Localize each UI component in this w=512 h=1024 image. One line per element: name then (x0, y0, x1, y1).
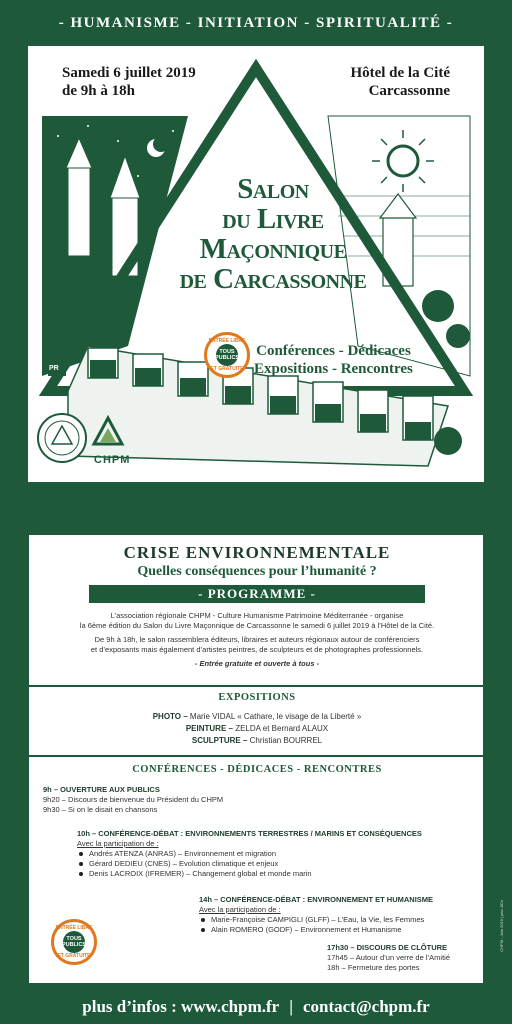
title-line-4: de Carcassonne (179, 263, 367, 295)
conference-1-title: 10h – CONFÉRENCE-DÉBAT : ENVIRONNEMENTS TERRESTRES / MARINS ET CONSÉQUENCES (77, 829, 422, 838)
free-entry-note: - Entrée gratuite et ouverte à tous - (194, 659, 320, 668)
print-credit: CHPM - Juin 2019 | pao JlCo (499, 900, 504, 952)
conference-2-with: Avec la participation de : (199, 905, 281, 914)
email-link[interactable]: contact@chpm.fr (302, 997, 430, 1016)
intro-p1b: la 6ème édition du Salon du Livre Maçonnique de Carcassonne le samedi 6 juillet 2019 à l’Hôtel de la Cité. (79, 621, 435, 630)
conference-2-title: 14h – CONFÉRENCE-DÉBAT : ENVIRONNEMENT ET HUMANISME (199, 895, 434, 904)
conferences-heading: CONFÉRENCES - DÉDICACES - RENCONTRES (132, 764, 382, 775)
intro-p2a: De 9h à 18h, le salon rassemblera éditeurs, libraires et auteurs régionaux autour de conférenciers (94, 635, 420, 644)
expo-peinture-label: PEINTURE – (185, 724, 233, 733)
activities-line-1: Conférences - Dédicaces (256, 343, 411, 359)
expositions-heading: EXPOSITIONS (218, 692, 296, 703)
divider (29, 755, 485, 757)
date-text: Samedi 6 juillet 2019 (62, 65, 196, 81)
badge-bottom-text: ET GRATUITE (210, 366, 244, 372)
badge-center-text: TOUS PUBLICS (63, 931, 85, 953)
conference-1-speaker: Gérard DEDIEU (CNES) – Evolution climatique et enjeux (77, 859, 477, 869)
conference-1-speaker: Denis LACROIX (IFREMER) – Changement global et monde marin (77, 869, 477, 879)
free-entry-badge (51, 919, 97, 965)
divider (29, 685, 485, 687)
event-poster (28, 46, 484, 482)
schedule-songs: 9h30 – Si on le disait en chansons (43, 805, 158, 814)
city-text: Carcassonne (368, 83, 450, 99)
venue-text: Hôtel de la Cité (350, 65, 450, 81)
theme-title: CRISE ENVIRONNEMENTALE (123, 543, 391, 562)
expo-photo-label: PHOTO – (152, 712, 188, 721)
expositions-list (29, 711, 485, 747)
footer-contact (0, 990, 512, 1024)
closing-schedule (327, 943, 477, 973)
conference-1 (77, 829, 477, 879)
expo-peinture-text: ZELDA et Bernard ALAUX (235, 724, 329, 733)
poster-title (158, 174, 388, 294)
expo-peinture (29, 723, 485, 735)
title-line-1: Salon (237, 173, 309, 205)
event-date (62, 64, 196, 100)
title-line-2: du Livre (222, 203, 324, 235)
intro-p1a: L’association régionale CHPM - Culture Humanisme Patrimoine Méditerranée - organise (110, 611, 404, 620)
expo-sculpture (29, 735, 485, 747)
free-entry-badge (204, 332, 250, 378)
schedule-closing: 17h30 – DISCOURS DE CLÔTURE (327, 943, 448, 952)
time-text: de 9h à 18h (62, 83, 135, 99)
conference-2-speaker: Alain ROMERO (GODF) – Environnement et Humanisme (199, 925, 479, 935)
badge-bottom-text: ET GRATUITE (57, 953, 91, 959)
event-venue (350, 64, 450, 100)
footer-separator: | (289, 997, 293, 1016)
morning-schedule (43, 785, 223, 815)
top-banner: - HUMANISME - INITIATION - SPIRITUALITÉ - (58, 14, 454, 31)
intro-text (39, 611, 475, 673)
title-line-3: Maçonnique (199, 233, 347, 265)
expo-sculpture-label: SCULPTURE – (191, 736, 248, 745)
chpm-logo-label: CHPM (94, 454, 131, 466)
poster-activities (254, 342, 413, 378)
badge-top-text: ENTRÉE LIBRE (208, 338, 246, 344)
conference-2-speaker: Marie-Françoise CAMPIGLI (GLFF) – L’Eau, la Vie, les Femmes (199, 915, 479, 925)
activities-line-2: Expositions - Rencontres (254, 361, 413, 377)
expo-sculpture-text: Christian BOURREL (249, 736, 323, 745)
schedule-opening: 9h – OUVERTURE AUX PUBLICS (43, 785, 160, 794)
badge-top-text: ENTRÉE LIBRE (55, 925, 93, 931)
schedule-welcome: 9h20 – Discours de bienvenue du Président du CHPM (43, 795, 224, 804)
schedule-drinks: 17h45 – Autour d’un verre de l’Amitié (327, 953, 450, 962)
schedule-doors-close: 18h – Fermeture des portes (327, 963, 420, 972)
expo-photo-text: Marie VIDAL « Cathare, le visage de la Liberté » (189, 712, 362, 721)
programme-panel (28, 534, 484, 984)
website-link[interactable]: plus d’infos : www.chpm.fr (82, 997, 280, 1016)
intro-p2b: et d’exposants mais également d’artistes peintres, de sculpteurs et de photographes professionnels. (90, 645, 424, 654)
conference-1-speaker: Andrés ATENZA (ANRAS) – Environnement et migration (77, 849, 477, 859)
programme-label: - PROGRAMME - (89, 585, 425, 603)
pr-mark: PR (49, 365, 59, 372)
conference-1-with: Avec la participation de : (77, 839, 159, 848)
conference-2 (199, 895, 479, 935)
badge-center-text: TOUS PUBLICS (216, 344, 238, 366)
theme-subtitle: Quelles conséquences pour l’humanité ? (137, 564, 377, 579)
expo-photo (29, 711, 485, 723)
